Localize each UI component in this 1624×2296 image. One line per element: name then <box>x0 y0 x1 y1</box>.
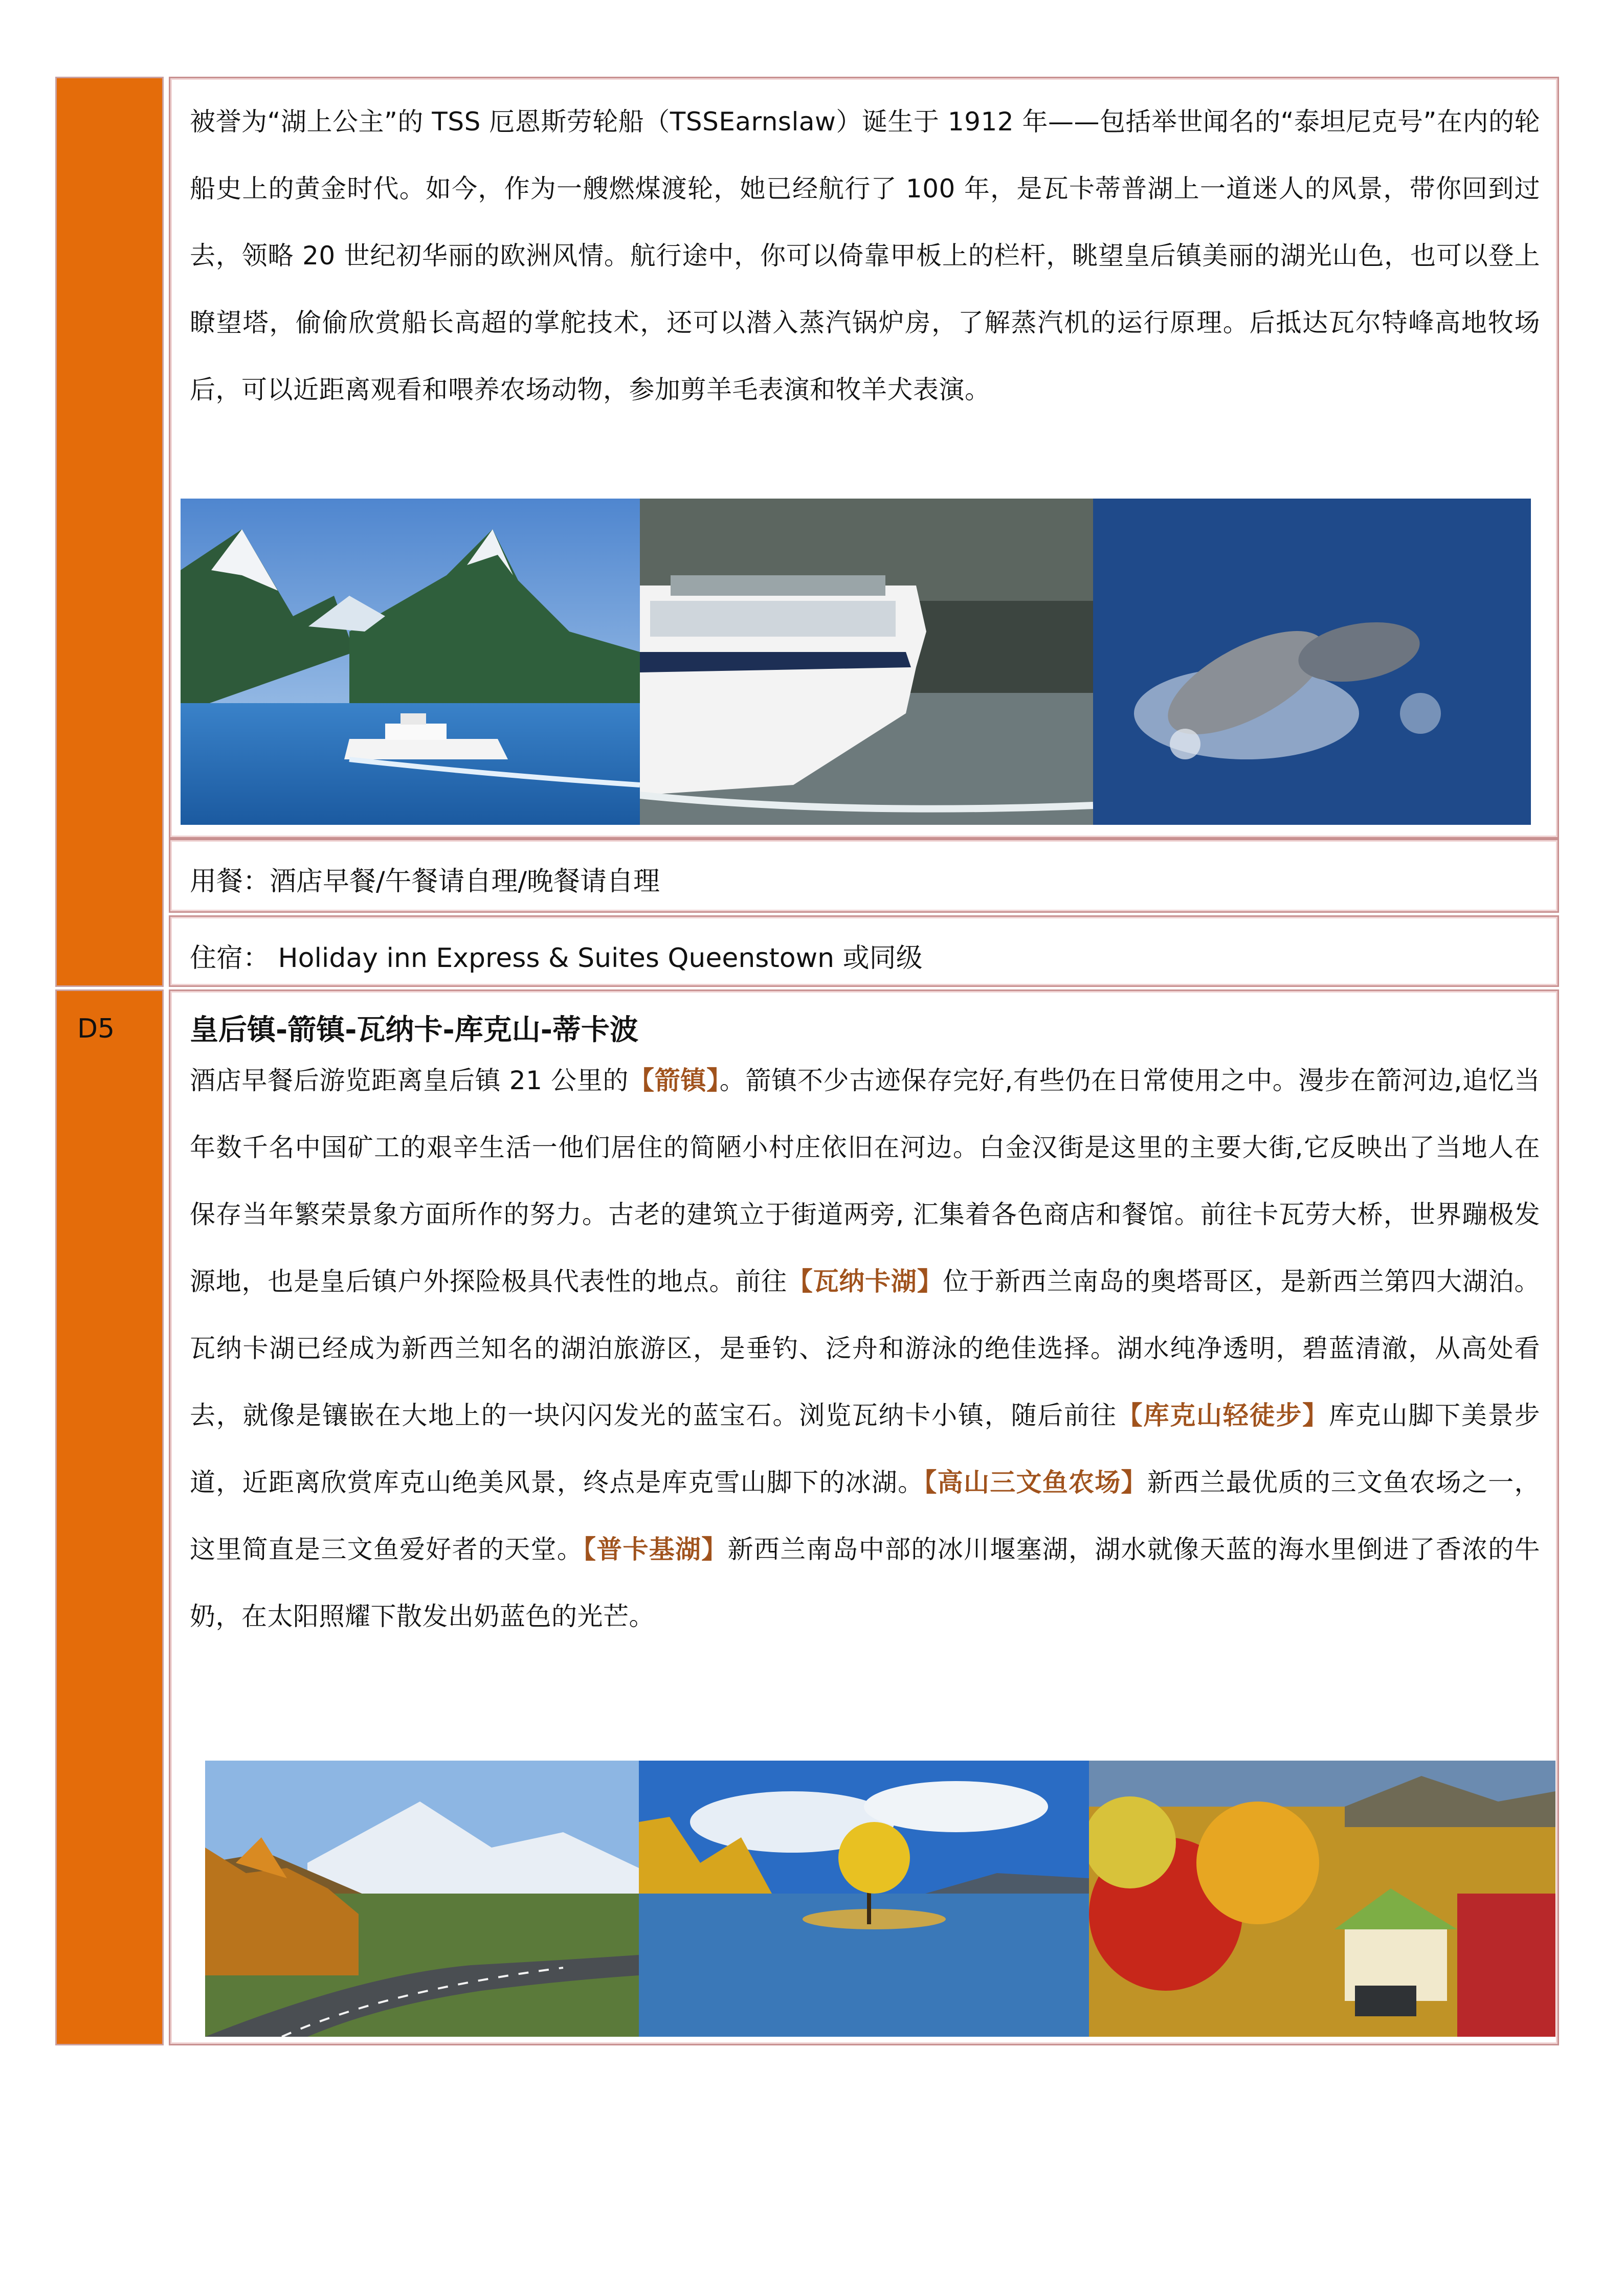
mount-cook-hike-highlight: 【库克山轻徒步】 <box>1117 1401 1329 1430</box>
lake-wanaka-highlight: 【瓦纳卡湖】 <box>787 1267 943 1296</box>
dolphins-photo <box>1093 499 1531 825</box>
d5-section <box>55 989 1562 2045</box>
lake-pukaki-highlight: 【普卡基湖】 <box>583 1535 728 1564</box>
d4-hotel-text: 住宿： Holiday inn Express & Suites Queenstown 或同级 <box>190 943 923 974</box>
d5-text-4: 库克山脚下美景步道，近距离欣赏库克山绝美风景，终点是库克雪山脚下的冰湖。 <box>190 1401 1541 1497</box>
d4-photo-row <box>181 499 1531 825</box>
d4-hotel-card <box>169 915 1559 987</box>
arrowtown-highlight: 【箭镇】 <box>629 1066 720 1095</box>
d4-description-card <box>169 77 1559 839</box>
d5-text-3: 位于新西兰南岛的奥塔哥区，是新西兰第四大湖泊。瓦纳卡湖已经成为新西兰知名的湖泊旅游区，是垂钓、泛舟和游泳的绝佳选择。湖水纯净透明，碧蓝清澈，从高处看去，就像是镶嵌在大地上的一块闪闪发光的蓝宝石。浏览瓦纳卡小镇，随后前往 <box>190 1267 1541 1430</box>
d5-day-cell <box>55 989 164 2045</box>
arrowtown-autumn-photo <box>1089 1761 1555 2037</box>
d5-day-label: D5 <box>77 1014 115 1044</box>
d5-text-6: 新西兰南岛中部的冰川堰塞湖，湖水就像天蓝的海水里倒进了香浓的牛奶，在太阳照耀下散发出奶蓝色的光芒。 <box>190 1535 1541 1631</box>
milford-sound-cruise-photo <box>181 499 640 825</box>
d5-photo-row <box>205 1761 1555 2037</box>
d4-meals-card <box>169 839 1559 913</box>
wanaka-tree-photo <box>639 1761 1089 2037</box>
d5-route-title: 皇后镇-箭镇-瓦纳卡-库克山-蒂卡波 <box>190 1014 638 1047</box>
d5-itinerary-paragraph <box>190 1047 1540 1650</box>
mount-cook-road-photo <box>205 1761 639 2037</box>
salmon-farm-highlight: 【高山三文鱼农场】 <box>924 1468 1147 1497</box>
d4-day-cell <box>55 77 164 987</box>
d4-section <box>55 77 1562 987</box>
d5-text-1: 酒店早餐后游览距离皇后镇 21 公里的 <box>190 1066 629 1095</box>
d4-meals-text: 用餐：酒店早餐/午餐请自理/晚餐请自理 <box>190 866 660 897</box>
d5-text-5: 新西兰最优质的三文鱼农场之一，这里简直是三文鱼爱好者的天堂。 <box>190 1468 1541 1564</box>
d5-text-2: 。箭镇不少古迹保存完好,有些仍在日常使用之中。漫步在箭河边,追忆当年数千名中国矿工的艰辛生活一他们居住的简陋小村庄依旧在河边。白金汉街是这里的主要大街,它反映出了当地人在保存当年繁荣景象方面所作的努力。古老的建筑立于街道两旁, 汇集着各色商店和餐馆。前往卡瓦劳大桥，世界蹦极发源地，也是皇后镇户外探险极具代表性的地点。前往 <box>190 1066 1540 1296</box>
d4-intro-paragraph: 被誉为“湖上公主”的 TSS 厄恩斯劳轮船（TSSEarnslaw）诞生于 1912 年——包括举世闻名的“泰坦尼克号”在内的轮船史上的黄金时代。如今，作为一艘燃煤渡轮，她已经航行了 100 年，是瓦卡蒂普湖上一道迷人的风景，带你回到过去，领略 20 世纪初华丽的欧洲风情。航行途中，你可以倚靠甲板上的栏杆，眺望皇后镇美丽的湖光山色，也可以登上瞭望塔，偷偷欣赏船长高超的掌舵技术，还可以潜入蒸汽锅炉房，了解蒸汽机的运行原理。后抵达瓦尔特峰高地牧场后，可以近距离观看和喂养农场动物，参加剪羊毛表演和牧羊犬表演。 <box>190 107 1540 404</box>
ferry-bow-photo <box>640 499 1093 825</box>
d5-description-card <box>169 989 1559 2045</box>
